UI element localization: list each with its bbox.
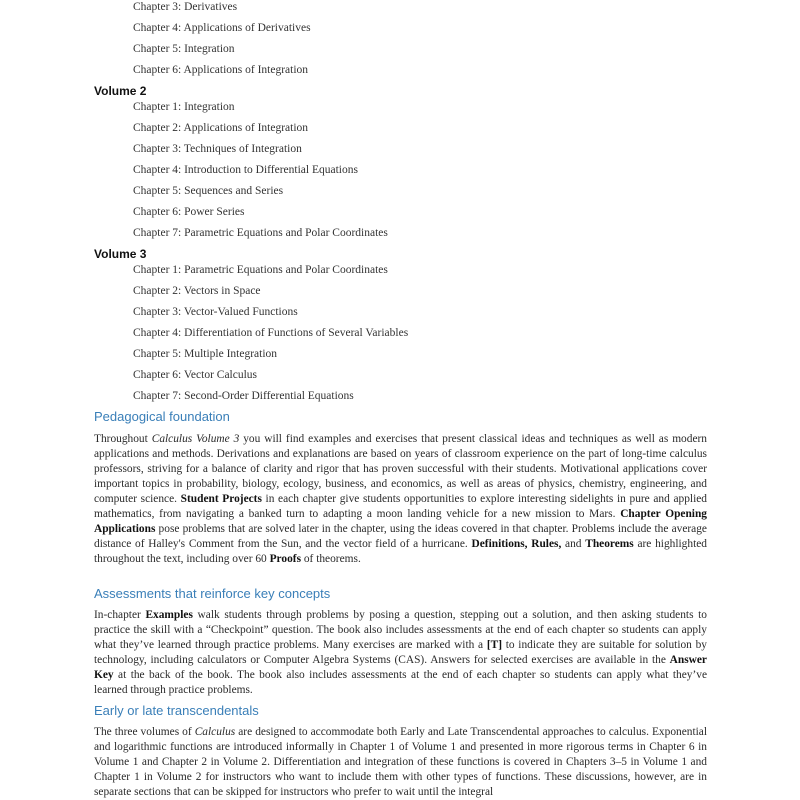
volume1-chapter-3: Chapter 3: Derivatives <box>133 1 238 13</box>
volume3-chapter-1: Chapter 1: Parametric Equations and Polar Coordinates <box>133 264 388 276</box>
volume3-chapter-3: Chapter 3: Vector-Valued Functions <box>133 306 298 318</box>
volume2-chapter-4: Chapter 4: Introduction to Differential Equations <box>133 164 358 176</box>
volume2-chapter-3: Chapter 3: Techniques of Integration <box>133 143 302 155</box>
proofs-term: Proofs <box>269 553 302 565</box>
volume3-chapter-7: Chapter 7: Second-Order Differential Equations <box>133 390 354 402</box>
calculus-title: Calculus <box>194 726 236 738</box>
transcendentals-heading: Early or late transcendentals <box>94 703 259 718</box>
volume3-chapter-4: Chapter 4: Differentiation of Functions of Several Variables <box>133 327 409 339</box>
volume3-chapter-5: Chapter 5: Multiple Integration <box>133 348 278 360</box>
volume1-chapter-6: Chapter 6: Applications of Integration <box>133 64 309 76</box>
text-run: are designed to accommodate both Early and Late Transcendental approaches to calculus. Exponential and logarithmic functions are introduced informally in Chapter 1 of Volume 1 and presented in more rigorous terms in Chapter 6 in Volume 1 and Chapter 2 in Volume 2. Differentiation and integration of these functions is covered in Chapters 3–5 in Volume 1 and Chapter 1 in Volume 2 for instructors who want to include them with other types of functions. These discussions, however, are in separate sections that can be skipped for instructors who prefer to wait until the integral <box>94 726 708 798</box>
assessments-paragraph <box>94 608 707 698</box>
theorems-term: Theorems <box>585 538 634 550</box>
text-run: pose problems that are solved later in the chapter, using the ideas covered in that chapter. Problems include the average distance of Halley's Comment from the Sun, and the vector field of a hurricane. <box>94 523 707 550</box>
text-run: The three volumes of <box>94 726 195 738</box>
student-projects-term: Student Projects <box>180 493 262 505</box>
text-run: at the back of the book. The book also includes assessments at the end of each chapter so students can apply what they’ve learned through practice problems. <box>94 669 707 696</box>
chapter-opening-term: Chapter Opening Applications <box>94 508 707 535</box>
text-run: to indicate they are suitable for solution by technology, including calculators or Computer Algebra Systems (CAS). Answers for selected exercises are available in the <box>94 639 707 666</box>
volume3-heading: Volume 3 <box>94 247 147 261</box>
volume2-chapter-2: Chapter 2: Applications of Integration <box>133 122 309 134</box>
examples-term: Examples <box>145 609 193 621</box>
volume1-chapter-4: Chapter 4: Applications of Derivatives <box>133 22 311 34</box>
text-run: In-chapter <box>94 609 146 621</box>
pedagogical-foundation-paragraph <box>94 432 707 567</box>
text-run: you will find examples and exercises that present classical ideas and techniques as well as modern applications and methods. Derivations and explanations are based on years of classroom experience on the part of long-time calculus professors, striving for a balance of clarity and rigor that has proven successful with their students. Motivational applications cover important topics in probability, biology, ecology, business, and economics, as well as areas of physics, chemistry, engineering, and computer science. <box>94 433 707 505</box>
text-run: Throughout <box>94 433 152 445</box>
volume3-chapter-6: Chapter 6: Vector Calculus <box>133 369 258 381</box>
text-run: walk students through problems by posing a question, stepping out a solution, and then asking students to practice the skill with a “Checkpoint” question. The book also includes assessments at the end of each chapter so students can apply what they’ve learned through practice problems. Many exercises are marked with a <box>94 609 707 651</box>
volume2-heading: Volume 2 <box>94 84 147 98</box>
technology-marker: [T] <box>486 639 503 651</box>
text-run: in each chapter give students opportunities to explore interesting sidelights in pure and applied mathematics, from navigating a banked turn to adapting a moon landing vehicle for a new mission to Mars. <box>94 493 707 520</box>
volume2-chapter-7: Chapter 7: Parametric Equations and Polar Coordinates <box>133 227 388 239</box>
definitions-rules-term: Definitions, Rules, <box>471 538 562 550</box>
transcendentals-paragraph <box>94 725 707 800</box>
text-run: are highlighted throughout the text, including over 60 <box>94 538 707 565</box>
pedagogical-foundation-heading: Pedagogical foundation <box>94 409 230 424</box>
volume1-chapter-5: Chapter 5: Integration <box>133 43 235 55</box>
volume2-chapter-5: Chapter 5: Sequences and Series <box>133 185 284 197</box>
book-title: Calculus Volume 3 <box>151 433 240 445</box>
text-run: and <box>561 538 586 550</box>
volume2-chapter-1: Chapter 1: Integration <box>133 101 235 113</box>
assessments-heading: Assessments that reinforce key concepts <box>94 586 331 601</box>
volume2-chapter-6: Chapter 6: Power Series <box>133 206 245 218</box>
answer-key-term: Answer Key <box>94 654 707 681</box>
text-run: of theorems. <box>301 553 361 565</box>
volume3-chapter-2: Chapter 2: Vectors in Space <box>133 285 261 297</box>
